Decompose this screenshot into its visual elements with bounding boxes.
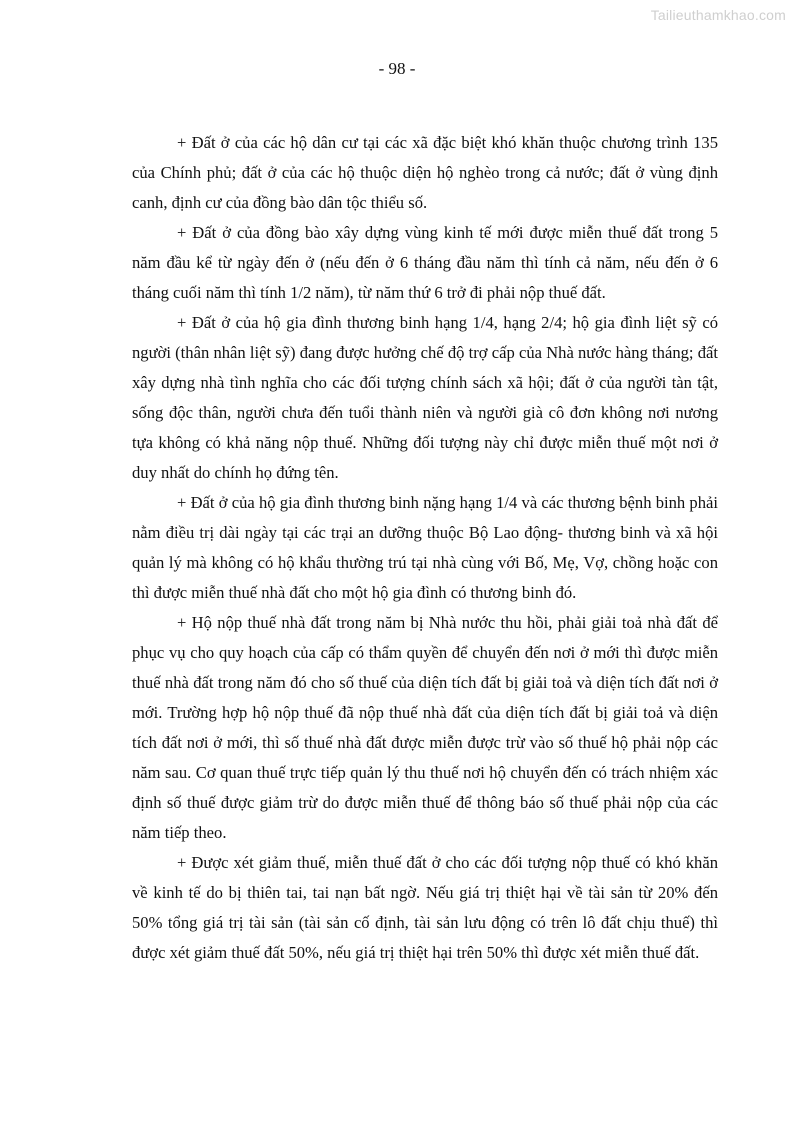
paragraph-5: + Hộ nộp thuế nhà đất trong năm bị Nhà nước thu hồi, phải giải toả nhà đất để phục vụ cho quy hoạch của cấp có thẩm quyền để chuyển đến nơi ở mới thì được miễn thuế nhà đất trong năm đó cho số thuế của diện tích đất bị giải toả và diện tích đất nơi ở mới. Trường hợp hộ nộp thuế đã nộp thuế nhà đất của diện tích đất bị giải toả và diện tích đất nơi ở mới, thì số thuế nhà đất được miễn được trừ vào số thuế hộ phải nộp các năm sau. Cơ quan thuế trực tiếp quản lý thu thuế nơi hộ chuyển đến có trách nhiệm xác định số thuế được giảm trừ do được miễn thuế để thông báo số thuế phải nộp của các năm tiếp theo. — [132, 613, 718, 842]
watermark: Tailieuthamkhao.com — [650, 7, 786, 23]
document-body — [132, 128, 718, 968]
paragraph-3: + Đất ở của hộ gia đình thương binh hạng 1/4, hạng 2/4; hộ gia đình liệt sỹ có người (thân nhân liệt sỹ) đang được hưởng chế độ trợ cấp của Nhà nước hàng tháng; đất xây dựng nhà tình nghĩa cho các đối tượng chính sách xã hội; đất ở của người tàn tật, sống độc thân, người chưa đến tuổi thành niên và người già cô đơn không nơi nương tựa không có khả năng nộp thuế. Những đối tượng này chỉ được miễn thuế một nơi ở duy nhất do chính họ đứng tên. — [132, 313, 718, 482]
paragraph-4: + Đất ở của hộ gia đình thương binh nặng hạng 1/4 và các thương bệnh binh phải nằm điều trị dài ngày tại các trại an dưỡng thuộc Bộ Lao động- thương binh và xã hội quản lý mà không có hộ khẩu thường trú tại nhà cùng với Bố, Mẹ, Vợ, chồng hoặc con thì được miễn thuế nhà đất cho một hộ gia đình có thương binh đó. — [132, 493, 718, 602]
paragraph-1: + Đất ở của các hộ dân cư tại các xã đặc biệt khó khăn thuộc chương trình 135 của Chính phủ; đất ở của các hộ thuộc diện hộ nghèo trong cả nước; đất ở vùng định canh, định cư của đồng bào dân tộc thiểu số. — [132, 133, 718, 212]
paragraph-2: + Đất ở của đồng bào xây dựng vùng kinh tế mới được miễn thuế đất trong 5 năm đầu kể từ ngày đến ở (nếu đến ở 6 tháng đầu năm thì tính cả năm, nếu đến ở 6 tháng cuối năm thì tính 1/2 năm), từ năm thứ 6 trở đi phải nộp thuế đất. — [132, 223, 718, 302]
page-number: - 98 - — [378, 59, 416, 78]
paragraph-6: + Được xét giảm thuế, miễn thuế đất ở cho các đối tượng nộp thuế có khó khăn về kinh tế do bị thiên tai, tai nạn bất ngờ. Nếu giá trị thiệt hại về tài sản từ 20% đến 50% tổng giá trị tài sản (tài sản cố định, tài sản lưu động có trên lô đất chịu thuế) thì được xét giảm thuế đất 50%, nếu giá trị thiệt hại trên 50% thì được xét miễn thuế đất. — [132, 853, 718, 962]
